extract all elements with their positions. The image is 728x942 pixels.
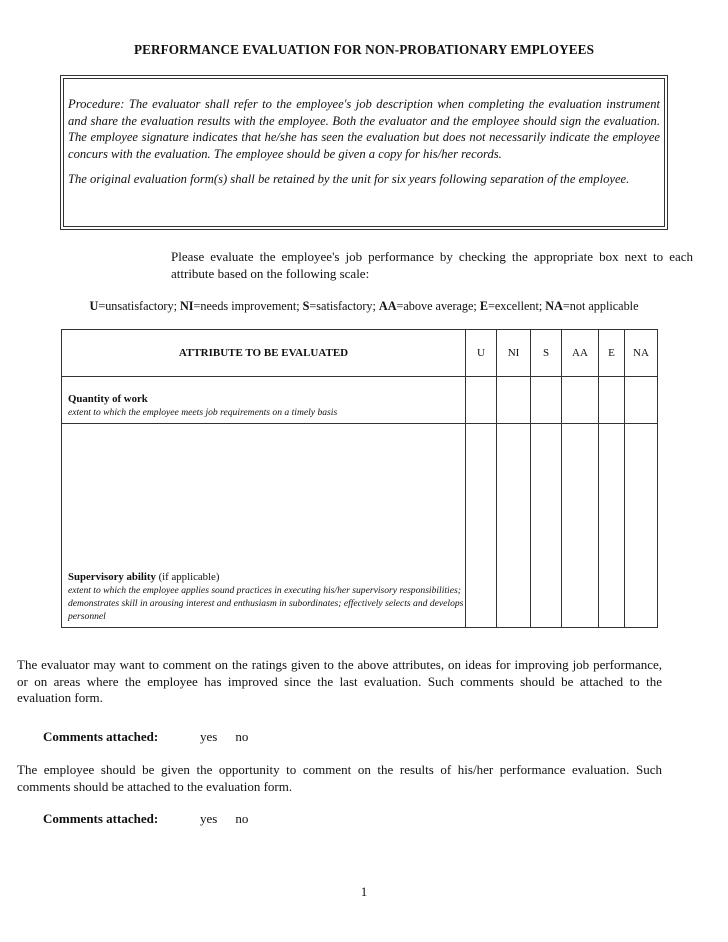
scale-code: U [89, 299, 99, 313]
attribute-cell-quantity-of-work [62, 377, 466, 424]
scale-code: E [479, 299, 488, 313]
rating-checkbox-na[interactable] [625, 424, 658, 628]
rating-column-header-e: E [599, 330, 625, 377]
scale-meaning: =satisfactory; [309, 299, 379, 313]
comments-no-option[interactable]: no [235, 811, 249, 826]
page-number: 1 [360, 884, 368, 899]
comments-no-option[interactable]: no [235, 729, 249, 744]
comments-attached-label: Comments attached: [43, 729, 159, 744]
rating-checkbox-aa[interactable] [562, 377, 599, 424]
rating-checkbox-ni[interactable] [497, 424, 531, 628]
evaluation-instructions: Please evaluate the employee's job performance by checking the appropriate box next to each attribute based on the following scale: [171, 249, 693, 281]
scale-meaning: =above average; [396, 299, 480, 313]
procedure-box [63, 78, 665, 227]
comments-yes-option[interactable]: yes [200, 729, 218, 744]
comments-attached-label: Comments attached: [43, 811, 159, 826]
rating-checkbox-e[interactable] [599, 424, 625, 628]
rating-column-header-aa: AA [562, 330, 599, 377]
rating-checkbox-aa[interactable] [562, 424, 599, 628]
attribute-name [68, 571, 465, 584]
rating-checkbox-e[interactable] [599, 377, 625, 424]
table-row [62, 377, 658, 424]
attribute-name-text: Quantity of work [68, 393, 148, 405]
rating-scale-legend [0, 299, 728, 314]
scale-meaning: =unsatisfactory; [98, 299, 180, 313]
rating-column-header-s: S [531, 330, 562, 377]
rating-checkbox-u[interactable] [466, 377, 497, 424]
attribute-column-header: ATTRIBUTE TO BE EVALUATED [62, 330, 466, 377]
attribute-note: (if applicable) [155, 571, 220, 583]
procedure-paragraph: Procedure: The evaluator shall refer to the employee's job description when completing the evaluation instrument and share the evaluation results with the employee. Both the evaluator and the employee should sign the evaluation. The employee signature indicates that he/she has seen the evaluation but does not necessarily indicate the employee concurs with the evaluation. The employee should be given a copy for his/her records. [68, 97, 660, 161]
scale-meaning: =needs improvement; [193, 299, 303, 313]
employee-comment-paragraph: The employee should be given the opportunity to comment on the results of his/her performance evaluation. Such comments should be attached to the evaluation form. [17, 762, 662, 794]
rating-column-header-na: NA [625, 330, 658, 377]
retention-paragraph: The original evaluation form(s) shall be retained by the unit for six years following separation of the employee. [68, 172, 630, 187]
attribute-rating-table [61, 329, 658, 628]
evaluator-comment-paragraph: The evaluator may want to comment on the ratings given to the above attributes, on ideas for improving job performance, or on areas where the employee has improved since the last evaluation. Such comments should be attached to the evaluation form. [17, 657, 662, 706]
table-header-row [62, 330, 658, 377]
rating-checkbox-na[interactable] [625, 377, 658, 424]
scale-code: NI [180, 299, 194, 313]
scale-code: S [302, 299, 310, 313]
rating-checkbox-s[interactable] [531, 377, 562, 424]
attribute-cell-supervisory-ability [62, 424, 466, 628]
scale-code: NA [545, 299, 563, 313]
comments-attached-employee [43, 811, 266, 827]
attribute-name-text: Supervisory ability [68, 571, 156, 583]
rating-checkbox-ni[interactable] [497, 377, 531, 424]
table-row [62, 424, 658, 628]
form-title: PERFORMANCE EVALUATION FOR NON-PROBATIONARY EMPLOYEES [133, 42, 595, 57]
scale-code: AA [378, 299, 397, 313]
rating-column-header-ni: NI [497, 330, 531, 377]
rating-checkbox-s[interactable] [531, 424, 562, 628]
comments-attached-evaluator [43, 729, 266, 745]
scale-meaning: =not applicable [562, 299, 639, 313]
rating-column-header-u: U [466, 330, 497, 377]
attribute-name [68, 393, 465, 406]
attribute-description: extent to which the employee applies sound practices in executing his/her supervisory responsibilities; demonstrates skill in arousing interest and enthusiasm in subordinates; effectively selects and develops personnel [68, 585, 464, 622]
comments-yes-option[interactable]: yes [200, 811, 218, 826]
scale-meaning: =excellent; [488, 299, 546, 313]
rating-checkbox-u[interactable] [466, 424, 497, 628]
attribute-description: extent to which the employee meets job requirements on a timely basis [68, 407, 338, 418]
